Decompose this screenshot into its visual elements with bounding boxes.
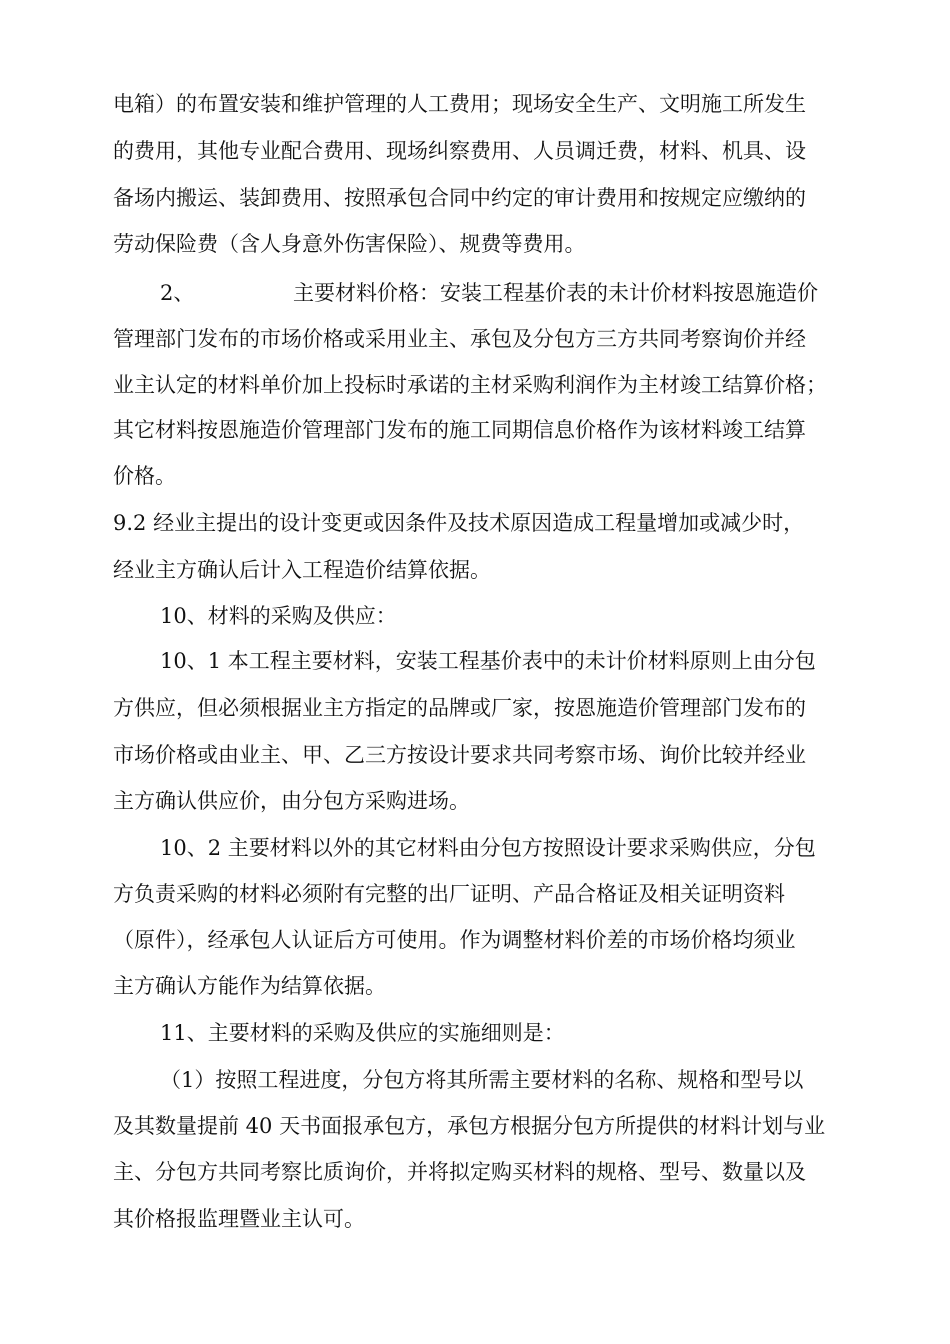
text-line: 10、2 主要材料以外的其它材料由分包方按照设计要求采购供应，分包 <box>160 836 816 860</box>
text-line: 主方确认供应价，由分包方采购进场。 <box>113 789 470 813</box>
text-line: （原件），经承包人认证后方可使用。作为调整材料价差的市场价格均须业 <box>113 928 796 952</box>
text-line: 主要材料价格：安装工程基价表的未计价材料按恩施造价 <box>293 281 818 305</box>
section-heading: 11、主要材料的采购及供应的实施细则是： <box>160 1021 565 1045</box>
text-line: 的费用，其他专业配合费用、现场纠察费用、人员调迁费，材料、机具、设 <box>113 139 806 163</box>
text-line: 备场内搬运、装卸费用、按照承包合同中约定的审计费用和按规定应缴纳的 <box>113 186 806 210</box>
text-line: 其价格报监理暨业主认可。 <box>113 1207 365 1231</box>
text-line: 管理部门发布的市场价格或采用业主、承包及分包方三方共同考察询价并经 <box>113 327 806 351</box>
section-heading: 10、材料的采购及供应： <box>160 604 397 628</box>
text-line: 主方确认方能作为结算依据。 <box>113 974 386 998</box>
text-line: 9.2 经业主提出的设计变更或因条件及技术原因造成工程量增加或减少时， <box>113 511 805 535</box>
text-line: 方负责采购的材料必须附有完整的出厂证明、产品合格证及相关证明资料 <box>113 882 785 906</box>
item-number: 2、 <box>160 281 195 305</box>
text-line: 10、1 本工程主要材料，安装工程基价表中的未计价材料原则上由分包 <box>160 649 816 673</box>
text-line: 及其数量提前 40 天书面报承包方，承包方根据分包方所提供的材料计划与业 <box>113 1114 826 1138</box>
text-line: 价格。 <box>113 464 176 488</box>
text-line: 主、分包方共同考察比质询价，并将拟定购买材料的规格、型号、数量以及 <box>113 1160 806 1184</box>
text-line: （1）按照工程进度，分包方将其所需主要材料的名称、规格和型号以 <box>160 1068 804 1092</box>
text-line: 方供应，但必须根据业主方指定的品牌或厂家，按恩施造价管理部门发布的 <box>113 696 806 720</box>
text-line: 电箱）的布置安装和维护管理的人工费用；现场安全生产、文明施工所发生 <box>113 92 806 116</box>
text-line: 经业主方确认后计入工程造价结算依据。 <box>113 558 491 582</box>
text-line: 劳动保险费（含人身意外伤害保险）、规费等费用。 <box>113 232 586 256</box>
text-line: 其它材料按恩施造价管理部门发布的施工同期信息价格作为该材料竣工结算 <box>113 418 806 442</box>
text-line: 市场价格或由业主、甲、乙三方按设计要求共同考察市场、询价比较并经业 <box>113 743 806 767</box>
text-line: 业主认定的材料单价加上投标时承诺的主材采购利润作为主材竣工结算价格； <box>113 373 827 397</box>
